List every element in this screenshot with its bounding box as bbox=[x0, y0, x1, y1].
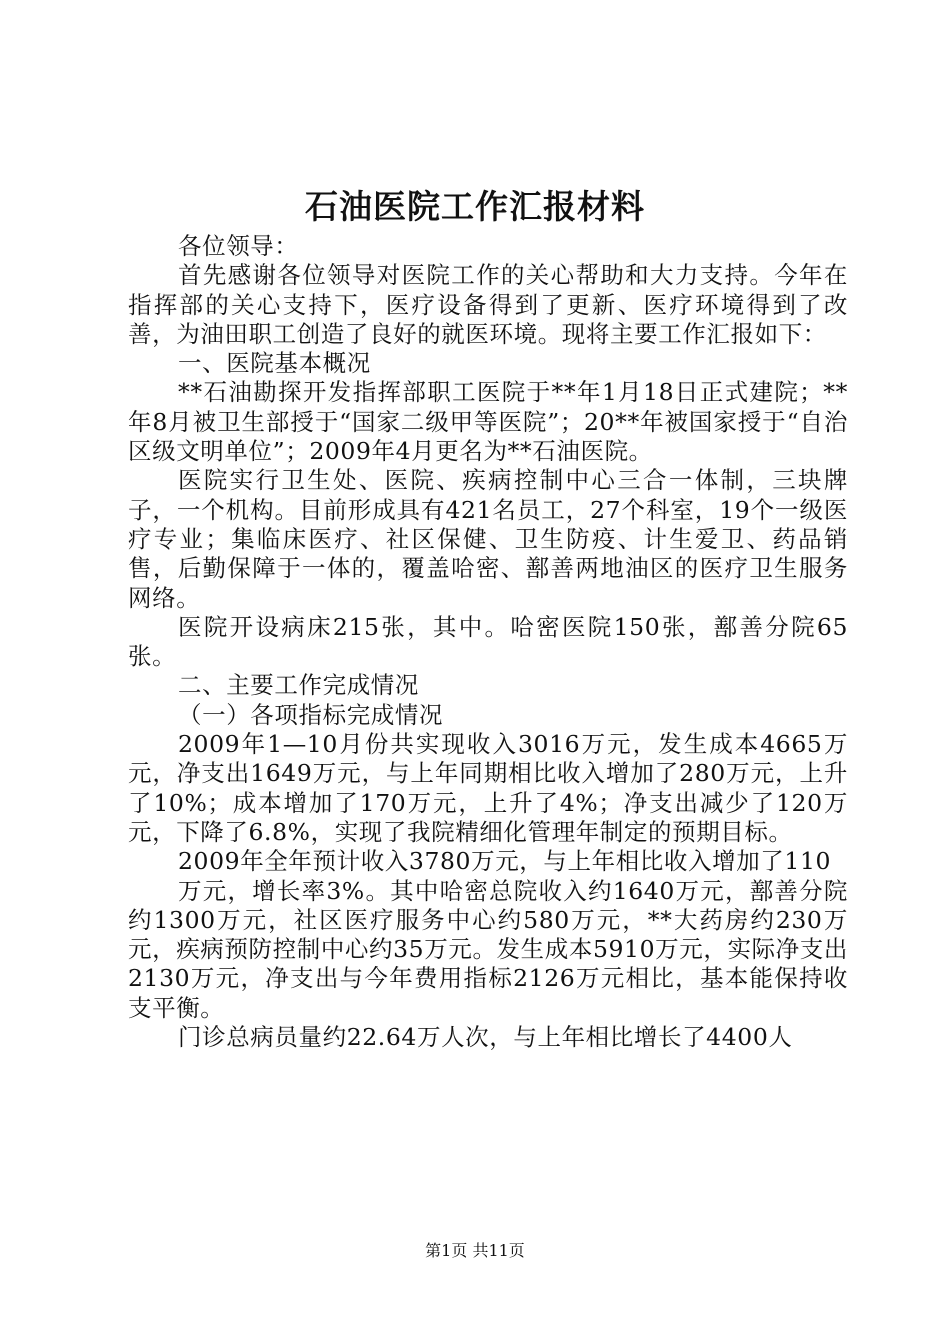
revenue-paragraph: 2009年1—10月份共实现收入3016万元，发生成本4665万元，净支出1649万元，与上年同期相比收入增加了280万元，上升了10%；成本增加了170万元，上升了4%；净支出减少了120万元，下降了6.8%，实现了我院精细化管理年制定的预期目标。 bbox=[128, 730, 848, 846]
section-heading-2: 二、主要工作完成情况 bbox=[178, 671, 419, 700]
outpatient-paragraph: 门诊总病员量约22.64万人次，与上年相比增长了4400人 bbox=[178, 1023, 793, 1052]
forecast-detail-paragraph: 万元，增长率3%。其中哈密总院收入约1640万元，鄯善分院约1300万元，社区医疗服务中心约580万元，**大药房约230万元，疾病预防控制中心约35万元。发生成本5910万元，实际净支出2130万元，净支出与今年费用指标2126万元相比，基本能保持收支平衡。 bbox=[128, 876, 848, 1022]
subsection-heading-1: （一）各项指标完成情况 bbox=[178, 700, 444, 729]
document-title: 石油医院工作汇报材料 bbox=[305, 187, 645, 226]
section-heading-1: 一、医院基本概况 bbox=[178, 349, 371, 378]
intro-paragraph: 首先感谢各位领导对医院工作的关心帮助和大力支持。今年在指挥部的关心支持下，医疗设备得到了更新、医疗环境得到了改善，为油田职工创造了良好的就医环境。现将主要工作汇报如下： bbox=[128, 261, 848, 348]
salutation: 各位领导： bbox=[178, 232, 299, 260]
forecast-paragraph: 2009年全年预计收入3780万元，与上年相比收入增加了110 bbox=[178, 847, 832, 876]
document-body bbox=[128, 232, 848, 1052]
history-paragraph: **石油勘探开发指挥部职工医院于**年1月18日正式建院；**年8月被卫生部授于“国家二级甲等医院”；20**年被国家授于“自治区级文明单位”；2009年4月更名为**石油医院。 bbox=[128, 378, 848, 466]
page-footer: 第1页 共11页 bbox=[425, 1241, 525, 1260]
beds-paragraph: 医院开设病床215张，其中。哈密医院150张，鄯善分院65张。 bbox=[128, 612, 848, 671]
structure-paragraph: 医院实行卫生处、医院、疾病控制中心三合一体制，三块牌子，一个机构。目前形成具有421名员工，27个科室，19个一级医疗专业；集临床医疗、社区保健、卫生防疫、计生爱卫、药品销售，后勤保障于一体的，覆盖哈密、鄯善两地油区的医疗卫生服务网络。 bbox=[128, 466, 848, 612]
